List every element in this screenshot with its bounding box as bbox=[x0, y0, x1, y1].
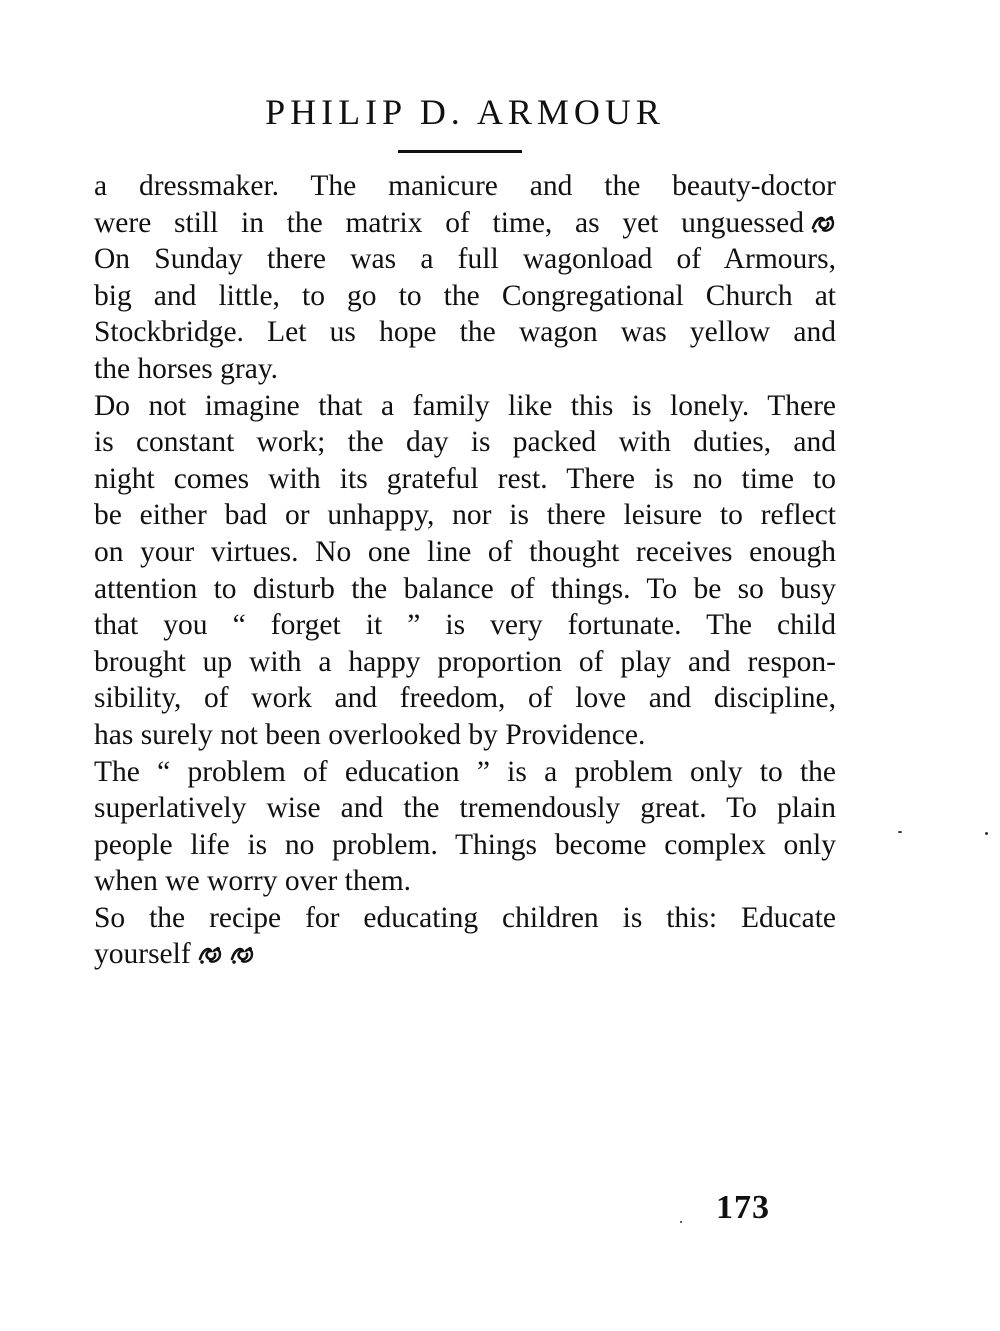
scan-speck bbox=[680, 1221, 682, 1223]
text-line: that you “ forget it ” is very fortunate. The child bbox=[94, 609, 836, 642]
text-line: attention to disturb the balance of things. To be so busy bbox=[94, 572, 836, 605]
text-line: night comes with its grateful rest. There is no time to bbox=[94, 462, 836, 495]
text-line: is constant work; the day is packed with duties, and bbox=[94, 426, 836, 459]
text-line: on your virtues. No one line of thought receives enough bbox=[94, 535, 836, 568]
text-line: has surely not been overlooked by Providence. bbox=[94, 718, 646, 751]
page-number: 173 bbox=[716, 1189, 770, 1226]
text-line: when we worry over them. bbox=[94, 865, 412, 898]
text-line: So the recipe for educating children is this: Educate bbox=[94, 901, 836, 934]
text-line: The “ problem of education ” is a problem only to the bbox=[94, 755, 836, 788]
paragraph-2 bbox=[94, 388, 836, 754]
text-line: brought up with a happy proportion of play and respon- bbox=[94, 645, 836, 678]
text-line: superlatively wise and the tremendously great. To plain bbox=[94, 792, 836, 825]
fleuron-icon bbox=[810, 214, 836, 234]
text-line-content: were still in the matrix of time, as yet unguessed bbox=[94, 206, 804, 239]
text-line bbox=[94, 936, 836, 973]
text-line: people life is no problem. Things become complex only bbox=[94, 828, 836, 861]
text-line-content: yourself bbox=[94, 938, 191, 971]
paragraph-4 bbox=[94, 900, 836, 973]
fleuron-icon bbox=[197, 945, 223, 965]
scan-speck bbox=[898, 831, 902, 833]
text-line bbox=[94, 205, 836, 242]
body-text bbox=[94, 168, 836, 973]
fleuron-icon bbox=[229, 945, 255, 965]
text-line: be either bad or unhappy, nor is there leisure to reflect bbox=[94, 499, 836, 532]
running-head: PHILIP D. ARMOUR bbox=[265, 92, 665, 132]
head-rule-divider bbox=[398, 150, 522, 153]
text-line: sibility, of work and freedom, of love and discipline, bbox=[94, 682, 836, 715]
scan-speck bbox=[985, 832, 988, 835]
text-line: a dressmaker. The manicure and the beauty-doctor bbox=[94, 170, 836, 202]
text-line: Do not imagine that a family like this is lonely. There bbox=[94, 389, 836, 422]
text-line: big and little, to go to the Congregational Church at bbox=[94, 279, 836, 312]
paragraph-1 bbox=[94, 168, 836, 388]
paragraph-3 bbox=[94, 754, 836, 900]
text-line: On Sunday there was a full wagonload of Armours, bbox=[94, 243, 836, 276]
text-line: Stockbridge. Let us hope the wagon was yellow and bbox=[94, 316, 836, 349]
text-line: the horses gray. bbox=[94, 352, 279, 385]
